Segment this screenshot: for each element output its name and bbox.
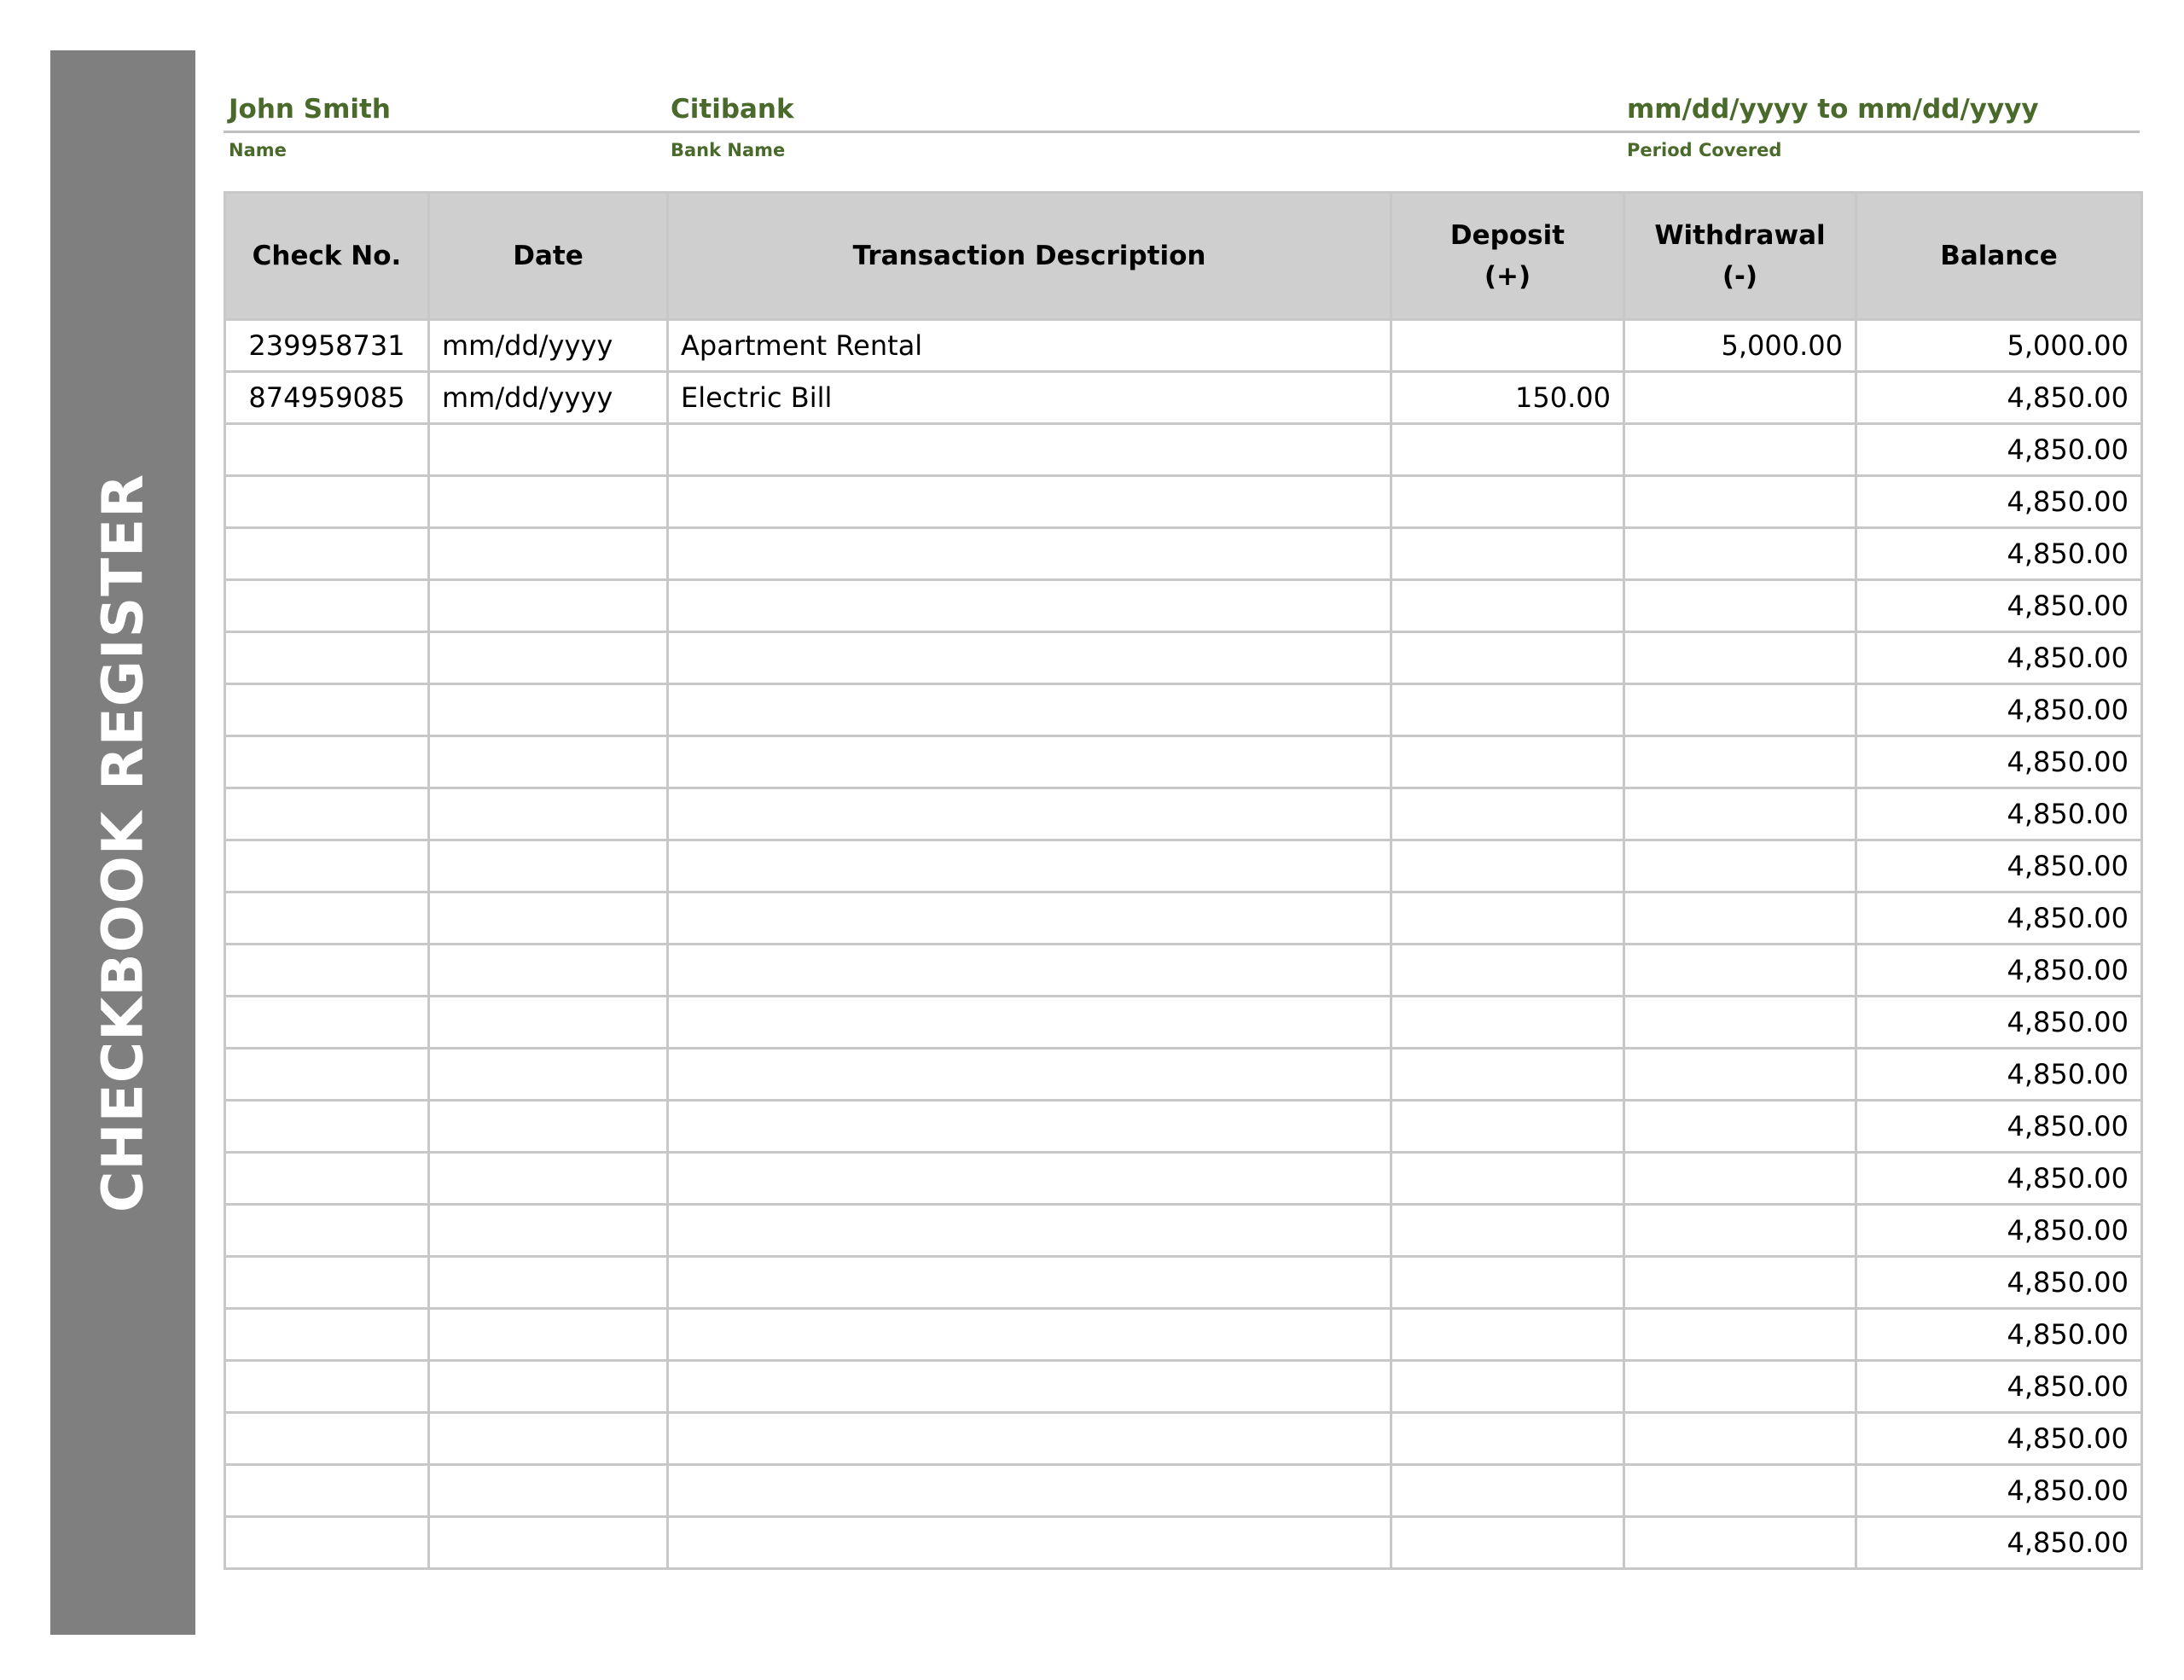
cell-date[interactable]	[429, 892, 668, 945]
cell-deposit[interactable]	[1391, 1361, 1624, 1413]
table-row	[225, 892, 2142, 945]
cell-description[interactable]	[668, 997, 1391, 1049]
table-row	[225, 1309, 2142, 1361]
bank-name-value[interactable]: Citibank	[671, 94, 794, 125]
cell-balance[interactable]: 4,850.00	[1856, 840, 2142, 892]
cell-date[interactable]	[429, 580, 668, 632]
cell-check-no[interactable]	[225, 684, 429, 736]
table-row	[225, 1257, 2142, 1309]
cell-withdrawal[interactable]	[1624, 1309, 1856, 1361]
cell-deposit[interactable]	[1391, 1465, 1624, 1517]
cell-balance[interactable]: 4,850.00	[1856, 632, 2142, 684]
cell-description[interactable]	[668, 528, 1391, 580]
cell-balance[interactable]: 4,850.00	[1856, 476, 2142, 528]
cell-date[interactable]	[429, 424, 668, 476]
cell-withdrawal[interactable]	[1624, 684, 1856, 736]
cell-deposit[interactable]: 150.00	[1391, 372, 1624, 424]
table-row	[225, 632, 2142, 684]
cell-deposit[interactable]	[1391, 1517, 1624, 1569]
cell-check-no[interactable]	[225, 632, 429, 684]
account-name-value[interactable]: John Smith	[229, 94, 391, 125]
cell-withdrawal[interactable]	[1624, 1361, 1856, 1413]
cell-date[interactable]	[429, 1309, 668, 1361]
cell-description[interactable]	[668, 736, 1391, 788]
cell-withdrawal[interactable]	[1624, 372, 1856, 424]
period-covered-value[interactable]: mm/dd/yyyy to mm/dd/yyyy	[1627, 94, 2039, 125]
cell-deposit[interactable]	[1391, 424, 1624, 476]
cell-date[interactable]	[429, 632, 668, 684]
table-row	[225, 997, 2142, 1049]
cell-withdrawal[interactable]	[1624, 1049, 1856, 1101]
table-row	[225, 945, 2142, 997]
cell-date[interactable]	[429, 945, 668, 997]
cell-balance[interactable]: 4,850.00	[1856, 1049, 2142, 1101]
table-row	[225, 1413, 2142, 1465]
cell-date[interactable]	[429, 476, 668, 528]
cell-withdrawal[interactable]	[1624, 1205, 1856, 1257]
cell-balance[interactable]: 4,850.00	[1856, 1517, 2142, 1569]
cell-check-no[interactable]	[225, 476, 429, 528]
cell-withdrawal[interactable]	[1624, 1101, 1856, 1153]
table-row	[225, 476, 2142, 528]
header-deposit	[1391, 193, 1624, 320]
side-banner	[50, 50, 195, 1635]
cell-withdrawal[interactable]	[1624, 632, 1856, 684]
cell-balance[interactable]: 4,850.00	[1856, 424, 2142, 476]
bank-name-label: Bank Name	[671, 140, 786, 160]
cell-withdrawal[interactable]	[1624, 997, 1856, 1049]
cell-check-no[interactable]	[225, 580, 429, 632]
cell-description[interactable]	[668, 684, 1391, 736]
cell-deposit[interactable]	[1391, 997, 1624, 1049]
cell-balance[interactable]: 4,850.00	[1856, 788, 2142, 840]
table-row	[225, 684, 2142, 736]
header-withdrawal-label: Withdrawal	[1654, 220, 1826, 251]
cell-deposit[interactable]	[1391, 632, 1624, 684]
cell-balance[interactable]: 4,850.00	[1856, 1153, 2142, 1205]
cell-date[interactable]	[429, 1049, 668, 1101]
cell-balance[interactable]: 4,850.00	[1856, 736, 2142, 788]
table-row	[225, 1465, 2142, 1517]
cell-date[interactable]	[429, 1257, 668, 1309]
header-deposit-sign: (+)	[1484, 261, 1531, 292]
table-row	[225, 580, 2142, 632]
header-withdrawal	[1624, 193, 1856, 320]
cell-withdrawal[interactable]: 5,000.00	[1624, 320, 1856, 372]
header-description: Transaction Description	[668, 193, 1391, 320]
table-row	[225, 788, 2142, 840]
table-row	[225, 1153, 2142, 1205]
table-row	[225, 1361, 2142, 1413]
cell-balance[interactable]: 4,850.00	[1856, 684, 2142, 736]
cell-withdrawal[interactable]	[1624, 840, 1856, 892]
table-row	[225, 320, 2142, 372]
cell-balance[interactable]: 4,850.00	[1856, 372, 2142, 424]
cell-description[interactable]	[668, 1049, 1391, 1101]
header-divider	[224, 131, 2140, 133]
cell-check-no[interactable]	[225, 788, 429, 840]
cell-check-no[interactable]	[225, 1517, 429, 1569]
table-row	[225, 736, 2142, 788]
document-title: CHECKBOOK REGISTER	[90, 473, 156, 1212]
cell-check-no[interactable]	[225, 424, 429, 476]
cell-deposit[interactable]	[1391, 1309, 1624, 1361]
cell-withdrawal[interactable]	[1624, 1413, 1856, 1465]
table-row	[225, 372, 2142, 424]
cell-check-no[interactable]	[225, 1413, 429, 1465]
cell-balance[interactable]: 4,850.00	[1856, 580, 2142, 632]
table-row	[225, 1049, 2142, 1101]
cell-date[interactable]	[429, 1361, 668, 1413]
cell-withdrawal[interactable]	[1624, 788, 1856, 840]
table-row	[225, 1101, 2142, 1153]
table-row	[225, 840, 2142, 892]
cell-balance[interactable]: 4,850.00	[1856, 1309, 2142, 1361]
cell-balance[interactable]: 4,850.00	[1856, 1257, 2142, 1309]
cell-balance[interactable]: 4,850.00	[1856, 528, 2142, 580]
header-date: Date	[429, 193, 668, 320]
cell-date[interactable]	[429, 840, 668, 892]
cell-description[interactable]	[668, 476, 1391, 528]
cell-date[interactable]	[429, 1205, 668, 1257]
cell-deposit[interactable]	[1391, 1153, 1624, 1205]
cell-description[interactable]	[668, 1465, 1391, 1517]
cell-description[interactable]: Apartment Rental	[668, 320, 1391, 372]
cell-deposit[interactable]	[1391, 788, 1624, 840]
cell-balance[interactable]: 5,000.00	[1856, 320, 2142, 372]
cell-description[interactable]	[668, 840, 1391, 892]
cell-description[interactable]	[668, 580, 1391, 632]
register-table	[224, 191, 2143, 1570]
cell-withdrawal[interactable]	[1624, 892, 1856, 945]
cell-deposit[interactable]	[1391, 580, 1624, 632]
cell-balance[interactable]: 4,850.00	[1856, 945, 2142, 997]
cell-deposit[interactable]	[1391, 1049, 1624, 1101]
cell-withdrawal[interactable]	[1624, 736, 1856, 788]
cell-withdrawal[interactable]	[1624, 424, 1856, 476]
cell-deposit[interactable]	[1391, 320, 1624, 372]
cell-deposit[interactable]	[1391, 1257, 1624, 1309]
cell-deposit[interactable]	[1391, 840, 1624, 892]
cell-withdrawal[interactable]	[1624, 580, 1856, 632]
cell-withdrawal[interactable]	[1624, 1517, 1856, 1569]
cell-withdrawal[interactable]	[1624, 945, 1856, 997]
cell-check-no[interactable]	[225, 892, 429, 945]
cell-check-no[interactable]: 874959085	[225, 372, 429, 424]
header-deposit-label: Deposit	[1449, 220, 1565, 251]
cell-check-no[interactable]	[225, 736, 429, 788]
cell-balance[interactable]: 4,850.00	[1856, 1413, 2142, 1465]
cell-date[interactable]	[429, 1153, 668, 1205]
cell-withdrawal[interactable]	[1624, 528, 1856, 580]
period-covered-label: Period Covered	[1627, 140, 1782, 160]
cell-deposit[interactable]	[1391, 684, 1624, 736]
cell-description[interactable]	[668, 1413, 1391, 1465]
cell-deposit[interactable]	[1391, 528, 1624, 580]
cell-description[interactable]	[668, 1205, 1391, 1257]
register-body	[225, 320, 2142, 1569]
cell-deposit[interactable]	[1391, 1205, 1624, 1257]
cell-balance[interactable]: 4,850.00	[1856, 1361, 2142, 1413]
cell-check-no[interactable]	[225, 528, 429, 580]
cell-description[interactable]	[668, 632, 1391, 684]
cell-deposit[interactable]	[1391, 1101, 1624, 1153]
cell-deposit[interactable]	[1391, 945, 1624, 997]
cell-date[interactable]: mm/dd/yyyy	[429, 320, 668, 372]
cell-date[interactable]	[429, 736, 668, 788]
cell-description[interactable]	[668, 945, 1391, 997]
cell-check-no[interactable]	[225, 1049, 429, 1101]
cell-check-no[interactable]	[225, 1361, 429, 1413]
cell-deposit[interactable]	[1391, 1413, 1624, 1465]
header-balance: Balance	[1856, 193, 2142, 320]
cell-balance[interactable]: 4,850.00	[1856, 1101, 2142, 1153]
cell-balance[interactable]: 4,850.00	[1856, 1205, 2142, 1257]
cell-date[interactable]	[429, 1101, 668, 1153]
cell-check-no[interactable]	[225, 1205, 429, 1257]
cell-check-no[interactable]	[225, 1153, 429, 1205]
table-row	[225, 1517, 2142, 1569]
cell-withdrawal[interactable]	[1624, 476, 1856, 528]
cell-description[interactable]	[668, 424, 1391, 476]
cell-description[interactable]	[668, 1309, 1391, 1361]
cell-description[interactable]	[668, 1257, 1391, 1309]
cell-description[interactable]	[668, 892, 1391, 945]
cell-date[interactable]	[429, 1413, 668, 1465]
cell-date[interactable]: mm/dd/yyyy	[429, 372, 668, 424]
cell-check-no[interactable]	[225, 997, 429, 1049]
cell-date[interactable]	[429, 1465, 668, 1517]
cell-description[interactable]	[668, 1153, 1391, 1205]
cell-description[interactable]: Electric Bill	[668, 372, 1391, 424]
cell-check-no[interactable]	[225, 945, 429, 997]
header-withdrawal-sign: (-)	[1722, 261, 1758, 292]
cell-withdrawal[interactable]	[1624, 1257, 1856, 1309]
cell-date[interactable]	[429, 528, 668, 580]
cell-description[interactable]	[668, 1101, 1391, 1153]
account-name-label: Name	[229, 140, 287, 160]
cell-deposit[interactable]	[1391, 892, 1624, 945]
cell-balance[interactable]: 4,850.00	[1856, 1465, 2142, 1517]
cell-balance[interactable]: 4,850.00	[1856, 997, 2142, 1049]
cell-description[interactable]	[668, 1517, 1391, 1569]
cell-check-no[interactable]	[225, 1309, 429, 1361]
header-check-no: Check No.	[225, 193, 429, 320]
table-row	[225, 1205, 2142, 1257]
cell-description[interactable]	[668, 1361, 1391, 1413]
table-row	[225, 528, 2142, 580]
cell-balance[interactable]: 4,850.00	[1856, 892, 2142, 945]
cell-withdrawal[interactable]	[1624, 1465, 1856, 1517]
cell-check-no[interactable]	[225, 1101, 429, 1153]
cell-date[interactable]	[429, 1517, 668, 1569]
cell-withdrawal[interactable]	[1624, 1153, 1856, 1205]
cell-check-no[interactable]	[225, 1257, 429, 1309]
cell-date[interactable]	[429, 997, 668, 1049]
header-row	[225, 193, 2142, 320]
cell-check-no[interactable]	[225, 840, 429, 892]
cell-check-no[interactable]	[225, 1465, 429, 1517]
cell-check-no[interactable]: 239958731	[225, 320, 429, 372]
cell-deposit[interactable]	[1391, 736, 1624, 788]
cell-date[interactable]	[429, 788, 668, 840]
cell-deposit[interactable]	[1391, 476, 1624, 528]
cell-date[interactable]	[429, 684, 668, 736]
table-row	[225, 424, 2142, 476]
cell-description[interactable]	[668, 788, 1391, 840]
